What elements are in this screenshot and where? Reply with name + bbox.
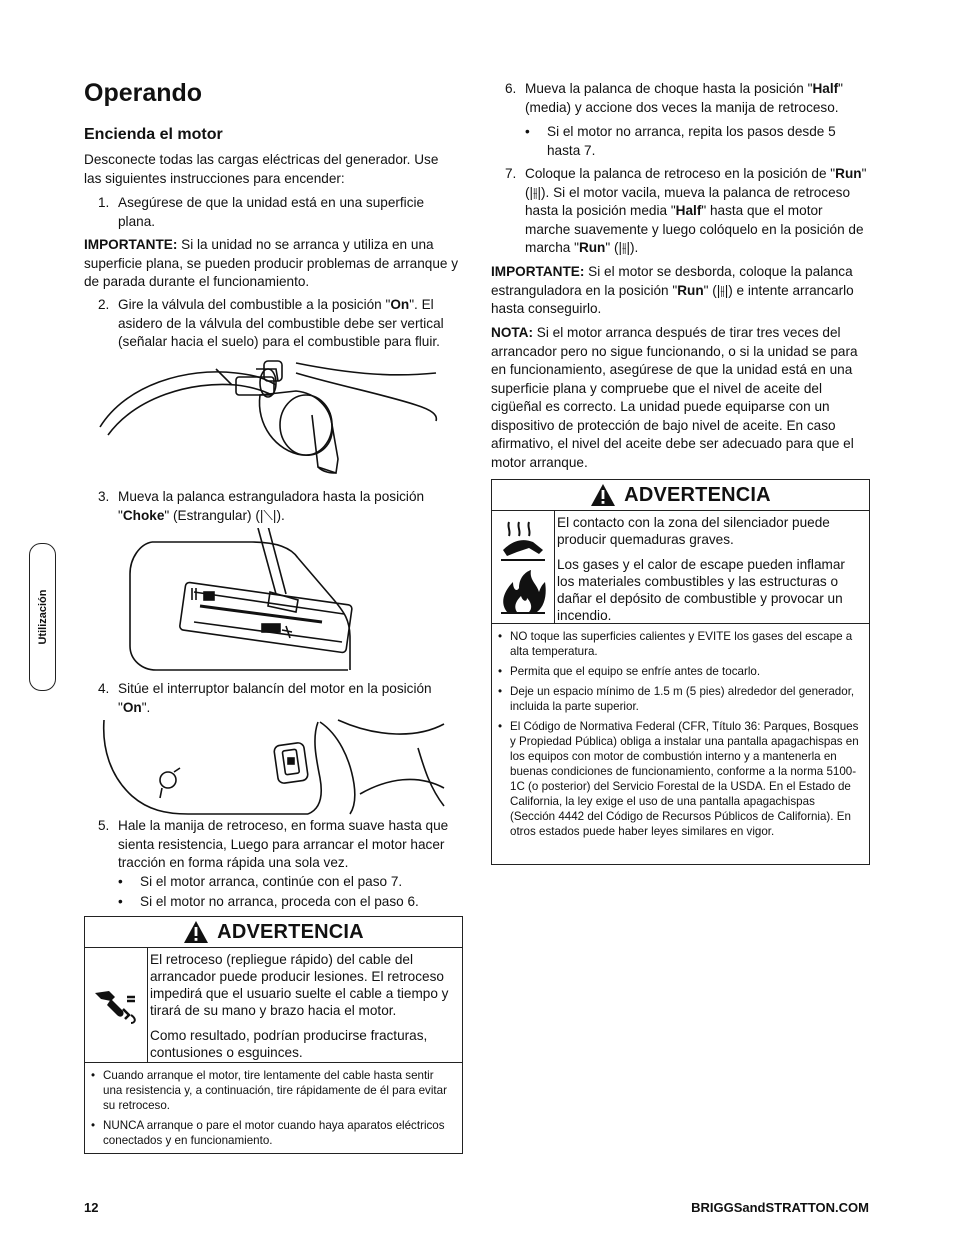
nota-text: Si el motor arranca después de tirar tres veces del arrancador pero no sigue funcionando, o si la unidad se para en funcionamiento, asegúrese de que la unidad está en una superficie plana y compruebe que el nivel de aceite del cigüeñal es correcto. La unidad puede equiparse con un dispositivo de protección de bajo nivel de aceite. En caso afirmativo, el nivel del aceite debe ser adecuado para que el motor arranque. [491, 325, 858, 470]
warning-title: ADVERTENCIA [624, 483, 771, 506]
nota-label: NOTA: [491, 325, 534, 340]
recoil-hand-icon [93, 985, 139, 1025]
rocker-switch-illustration [98, 718, 446, 816]
subheading: Encienda el motor [84, 126, 223, 143]
important-note-2 [491, 263, 869, 319]
warning-message: Los gases y el calor de escape pueden inflamar los materiales combustibles y las estructuras o dañar el depósito de combustible y provocar un incendio. [557, 557, 845, 623]
side-tab [29, 543, 56, 691]
warning-header [492, 480, 869, 511]
step-number: 5. [98, 818, 110, 833]
warning-header [85, 917, 462, 948]
step-6 [491, 80, 870, 117]
step-text: ). [629, 240, 639, 255]
step-keyword: Run [578, 240, 606, 255]
warning-message: Como resultado, podrían producirse fracturas, contusiones o esguinces. [150, 1028, 428, 1060]
bullet-text: Si el motor no arranca, proceda con el paso 6. [140, 894, 419, 909]
important-label: IMPORTANTE: [84, 237, 178, 252]
step-number: 4. [98, 681, 110, 696]
step-keyword: On [390, 297, 410, 312]
step-keyword: Choke [122, 507, 165, 523]
step-text: Sitúe el interruptor balancín del motor en la posición " [118, 681, 432, 715]
warning-bullets [492, 624, 869, 848]
step-keyword: On [122, 699, 142, 715]
step-keyword: Run [835, 166, 862, 181]
step-5 [84, 817, 462, 873]
website-url: BRIGGSandSTRATTON.COM [691, 1200, 869, 1215]
warning-icons [85, 948, 148, 1062]
warning-bullet: • NO toque las superficies calientes y EVITE los gases del escape a alta temperatura. [510, 629, 863, 659]
important-label: IMPORTANTE: [491, 264, 585, 279]
warning-messages [555, 511, 869, 623]
fuel-valve-illustration [96, 355, 441, 485]
step-6-bullet: • Si el motor no arranca, repita los pasos desde 5 hasta 7. [525, 124, 836, 158]
step-keyword: Half [675, 203, 702, 218]
warning-triangle-icon [183, 920, 209, 944]
warning-bullets [85, 1063, 462, 1157]
warning-triangle-icon [590, 483, 616, 507]
step-text: Asegúrese de que la unidad está en una superficie plana. [118, 195, 425, 229]
nota-note [491, 324, 869, 472]
step-5-bullet-1: • Si el motor arranca, continúe con el paso 7. [118, 874, 403, 889]
important-text: ) e intente arrancarlo hasta conseguirlo. [491, 282, 854, 316]
fire-icon [499, 568, 547, 614]
warning-body [85, 948, 462, 1063]
warning-bullet: • El Código de Normativa Federal (CFR, Título 36: Parques, Bosques y Propiedad Pública) obliga a instalar una pantalla apagachispas en los equipos con motor de combustión interno y a mantenerla en buenas condiciones de funcionamiento, conforme a la norma 5100-1C (o posterior) del Servicio Forestal de la USDA. En el Estado de California, la ley exige el uso de una pantalla apagachispas (Sección 4442 del Código de Recursos Públicos de California). En otros estados puede haber leyes similares en vigor. [510, 719, 863, 839]
step-2 [84, 296, 462, 352]
step-number: 2. [98, 297, 110, 312]
warning-box-muffler [491, 479, 870, 865]
important-text: Si la unidad no se arranca y utiliza en una superficie plana, se pueden producir problemas de arranque y de parada durante el funcionamiento. [84, 237, 459, 289]
step-text: ". [141, 699, 151, 715]
step-text: " (media) y accione dos veces la manija de retroceso. [525, 81, 843, 115]
hot-surface-icon [499, 520, 547, 562]
section-title: Operando [84, 79, 203, 107]
warning-message: El retroceso (repliegue rápido) del cable del arrancador puede producir lesiones. El retroceso impedirá que el usuario suelte el cable a tiempo y tirará de su mano y brazo hacia el motor. [150, 952, 449, 1018]
important-note-1 [84, 236, 459, 292]
warning-title: ADVERTENCIA [217, 920, 364, 943]
warning-messages [148, 948, 462, 1062]
step-text: Hale la manija de retroceso, en forma suave hasta que sienta resistencia, Luego para arrancar el motor hacer tracción en forma rápida una sola vez. [118, 818, 449, 870]
step-text: Coloque la palanca de retroceso en la posición de " [525, 166, 836, 181]
step-keyword: Half [812, 81, 839, 96]
step-7 [491, 165, 870, 258]
step-number: 1. [98, 195, 110, 210]
warning-bullet: • Permita que el equipo se enfríe antes de tocarlo. [510, 664, 863, 679]
step-text: " ( [605, 240, 619, 255]
warning-icons [492, 511, 555, 623]
step-4 [84, 680, 462, 717]
step-text: Gire la válvula del combustible a la posición " [118, 297, 391, 312]
side-tab-label: Utilización [36, 589, 49, 645]
step-number: 3. [98, 489, 110, 504]
step-text: Mueva la palanca de choque hasta la posición " [525, 81, 813, 96]
important-keyword: Run [677, 282, 704, 298]
page-number: 12 [84, 1200, 99, 1215]
step-5-bullet-2: • Si el motor no arranca, proceda con el paso 6. [118, 894, 419, 909]
step-text: " (Estrangular) ( [164, 507, 260, 523]
step-text: ). Si el motor vacila, mueva la palanca de retroceso hasta la posición media " [525, 184, 851, 218]
step-text: " hasta que el motor marche suavemente y luego colóquelo en la posición de marcha " [525, 203, 864, 255]
run-symbol: |⫲| [618, 240, 630, 255]
warning-message: El contacto con la zona del silenciador puede producir quemaduras graves. [557, 515, 830, 547]
bullet-text: Si el motor no arranca, repita los pasos desde 5 hasta 7. [547, 124, 836, 158]
step-1 [84, 194, 462, 231]
important-text: Si el motor se desborda, coloque la palanca estranguladora en la posición " [491, 264, 853, 298]
step-number: 6. [505, 81, 517, 96]
warning-bullet: • Cuando arranque el motor, tire lentamente del cable hasta sentir una resistencia y, a continuación, tire rápidamente de él para evitar su retroceso. [103, 1068, 456, 1113]
bullet-text: Si el motor arranca, continúe con el paso 7. [140, 874, 403, 889]
step-text: ). [276, 507, 285, 523]
warning-bullet: • NUNCA arranque o pare el motor cuando haya aparatos eléctricos conectados y en funcionamiento. [103, 1118, 456, 1148]
intro-text: Desconecte todas las cargas eléctricas del generador. Use las siguientes instrucciones para encender: [84, 152, 439, 186]
run-symbol: |⫲| [529, 184, 541, 200]
important-text: " ( [703, 282, 717, 298]
step-text: Mueva la palanca estranguladora hasta la posición " [118, 489, 425, 523]
choke-symbol: |⟍| [259, 507, 277, 523]
choke-lever-illustration [122, 528, 354, 676]
step-text: " ( [525, 166, 867, 200]
warning-box-recoil [84, 916, 463, 1154]
run-symbol: |⫲| [716, 282, 729, 298]
step-number: 7. [505, 166, 517, 181]
step-3 [84, 488, 462, 525]
warning-bullet: • Deje un espacio mínimo de 1.5 m (5 pies) alrededor del generador, incluida la parte superior. [510, 684, 863, 714]
warning-body [492, 511, 869, 624]
step-text: ". El asidero de la válvula del combustible debe ser vertical (señalar hacia el suelo) para el combustible para fluir. [118, 297, 444, 349]
